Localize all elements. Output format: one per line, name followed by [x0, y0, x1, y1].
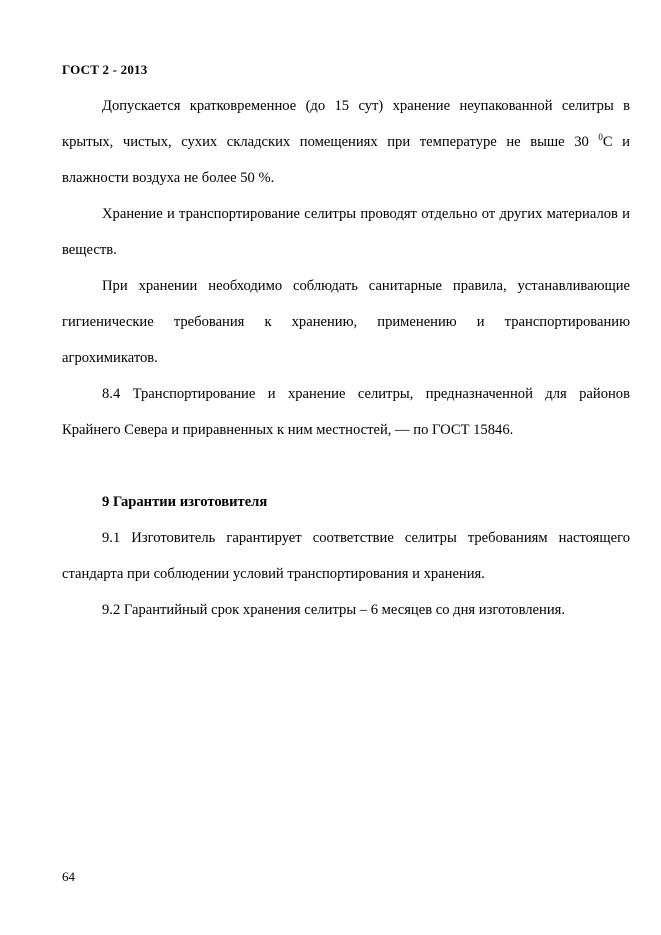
- document-body: [62, 88, 630, 628]
- paragraph-9-2: 9.2 Гарантийный срок хранения селитры – 6 месяцев со дня изготовления.: [102, 602, 566, 618]
- paragraph-sanitary-rules: При хранении необходимо соблюдать санитарные правила, устанавливающие гигиенические требования к хранению, применению и транспортированию агрохимикатов.: [62, 278, 630, 366]
- degree-superscript: 0: [598, 132, 603, 142]
- document-header: ГОСТ 2 - 2013: [62, 62, 148, 77]
- paragraph-separate-storage: Хранение и транспортирование селитры проводят отдельно от других материалов и веществ.: [62, 206, 630, 258]
- paragraph-8-4: 8.4 Транспортирование и хранение селитры, предназначенной для районов Крайнего Севера и приравненных к ним местностей, — по ГОСТ 15846.: [62, 386, 630, 438]
- paragraph-temporary-storage: [62, 88, 630, 196]
- paragraph-text-cont: С и влажности воздуха не более 50 %.: [62, 134, 630, 186]
- paragraph-text: Допускается кратковременное (до 15 сут) хранение неупакованной селитры в крытых, чистых, сухих складских помещениях при температуре не выше 30: [62, 98, 630, 150]
- paragraph-9-1: 9.1 Изготовитель гарантирует соответствие селитры требованиям настоящего стандарта при соблюдении условий транспортирования и хранения.: [62, 530, 630, 582]
- section-title-warranty: 9 Гарантии изготовителя: [102, 494, 268, 510]
- page-number: 64: [62, 869, 75, 884]
